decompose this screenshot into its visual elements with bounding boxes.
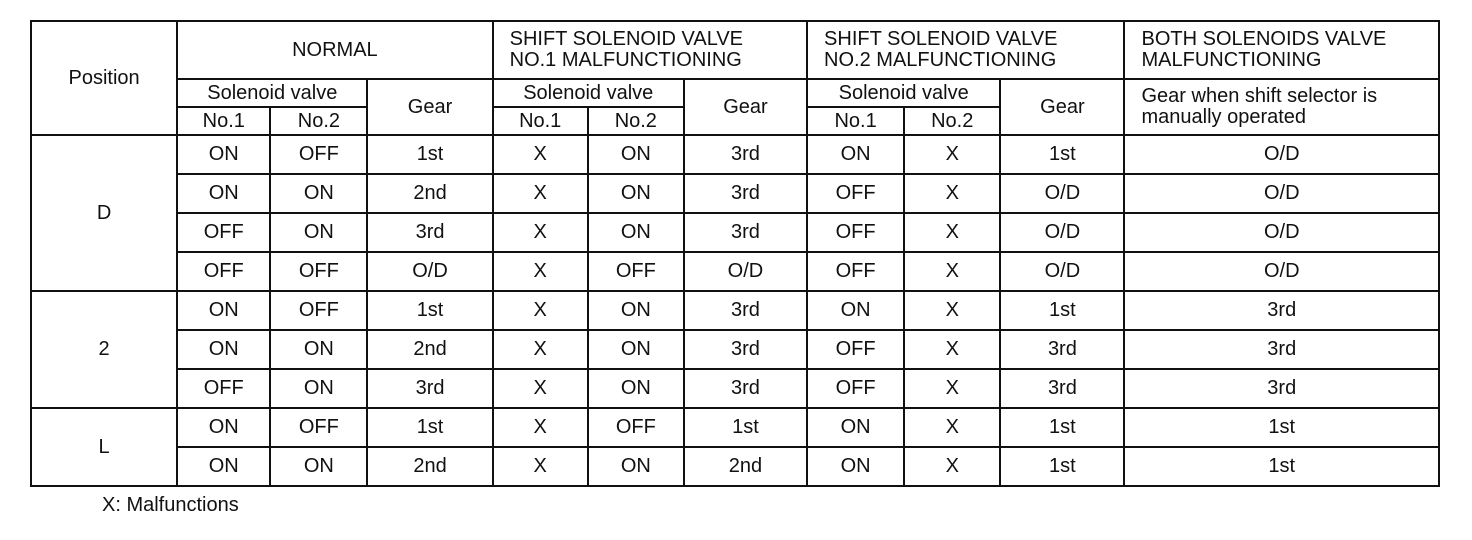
table-cell: ON xyxy=(588,369,684,408)
table-body xyxy=(31,135,1439,486)
table-cell: X xyxy=(904,135,1000,174)
table-cell: O/D xyxy=(1124,135,1439,174)
table-cell: OFF xyxy=(270,135,367,174)
table-cell: 1st xyxy=(1000,291,1124,330)
table-cell: 2nd xyxy=(367,330,492,369)
table-cell: ON xyxy=(177,408,270,447)
table-cell: X xyxy=(904,408,1000,447)
table-row xyxy=(31,291,1439,330)
table-cell: ON xyxy=(588,447,684,486)
table-cell: OFF xyxy=(807,252,904,291)
solenoid-table xyxy=(30,20,1440,487)
table-cell: OFF xyxy=(807,330,904,369)
header-sv2-gear: Gear xyxy=(1000,79,1124,135)
table-cell: ON xyxy=(807,447,904,486)
table-cell: 3rd xyxy=(1000,369,1124,408)
table-cell: ON xyxy=(177,447,270,486)
table-row xyxy=(31,447,1439,486)
table-cell: OFF xyxy=(807,174,904,213)
table-cell: 3rd xyxy=(684,369,807,408)
table-cell: ON xyxy=(177,330,270,369)
table-row xyxy=(31,252,1439,291)
table-cell: X xyxy=(904,447,1000,486)
table-cell: OFF xyxy=(807,213,904,252)
table-cell: 3rd xyxy=(684,291,807,330)
table-cell: X xyxy=(493,447,588,486)
position-cell: D xyxy=(31,135,177,291)
table-cell: OFF xyxy=(177,369,270,408)
header-sv2-malfunction xyxy=(807,21,1124,79)
table-cell: 1st xyxy=(1124,408,1439,447)
table-cell: X xyxy=(493,408,588,447)
table-cell: X xyxy=(904,330,1000,369)
header-both-malfunction xyxy=(1124,21,1439,79)
header-manual-gear xyxy=(1124,79,1439,135)
table-cell: X xyxy=(904,369,1000,408)
table-cell: 3rd xyxy=(367,369,492,408)
header-both-line2: MALFUNCTIONING xyxy=(1141,49,1322,71)
table-row xyxy=(31,135,1439,174)
table-cell: OFF xyxy=(588,252,684,291)
header-sv1-malfunction xyxy=(493,21,807,79)
table-cell: O/D xyxy=(1124,174,1439,213)
table-cell: 1st xyxy=(1000,135,1124,174)
table-cell: 1st xyxy=(367,291,492,330)
header-both-line1: BOTH SOLENOIDS VALVE xyxy=(1141,28,1387,50)
header-sv2-line2: NO.2 MALFUNCTIONING xyxy=(824,49,1057,71)
header-sv1-line2: NO.1 MALFUNCTIONING xyxy=(509,49,742,71)
header-sv1-line1: SHIFT SOLENOID VALVE xyxy=(509,28,744,50)
position-cell: L xyxy=(31,408,177,486)
table-cell: X xyxy=(493,369,588,408)
table-cell: ON xyxy=(588,213,684,252)
table-cell: 3rd xyxy=(1124,291,1439,330)
table-cell: X xyxy=(904,213,1000,252)
table-cell: OFF xyxy=(270,291,367,330)
table-cell: O/D xyxy=(367,252,492,291)
table-cell: X xyxy=(493,330,588,369)
table-cell: O/D xyxy=(684,252,807,291)
header-sv1-gear: Gear xyxy=(684,79,807,135)
header-sv2-solenoid: Solenoid valve xyxy=(807,79,1000,107)
table-cell: 3rd xyxy=(684,135,807,174)
header-sv2-no1: No.1 xyxy=(807,107,904,135)
table-row xyxy=(31,330,1439,369)
table-cell: ON xyxy=(177,291,270,330)
table-cell: O/D xyxy=(1124,252,1439,291)
table-cell: OFF xyxy=(270,408,367,447)
table-row xyxy=(31,369,1439,408)
table-cell: ON xyxy=(807,291,904,330)
table-cell: ON xyxy=(588,174,684,213)
header-manual-line1: Gear when shift selector is xyxy=(1141,85,1378,107)
table-cell: X xyxy=(904,252,1000,291)
table-cell: 1st xyxy=(367,135,492,174)
header-normal-solenoid: Solenoid valve xyxy=(177,79,367,107)
table-cell: OFF xyxy=(177,252,270,291)
table-cell: 2nd xyxy=(367,174,492,213)
header-sv1-no2: No.2 xyxy=(588,107,684,135)
table-cell: X xyxy=(493,174,588,213)
header-sv1-solenoid: Solenoid valve xyxy=(493,79,684,107)
table-cell: 3rd xyxy=(1124,330,1439,369)
table-cell: 2nd xyxy=(367,447,492,486)
table-cell: ON xyxy=(807,135,904,174)
table-cell: O/D xyxy=(1000,213,1124,252)
header-normal-gear: Gear xyxy=(367,79,492,135)
table-cell: 3rd xyxy=(1124,369,1439,408)
table-cell: OFF xyxy=(588,408,684,447)
table-cell: 1st xyxy=(684,408,807,447)
table-cell: X xyxy=(904,174,1000,213)
header-manual-line2: manually operated xyxy=(1141,106,1307,128)
table-cell: ON xyxy=(807,408,904,447)
table-cell: X xyxy=(493,252,588,291)
table-cell: X xyxy=(904,291,1000,330)
table-row xyxy=(31,408,1439,447)
table-cell: 3rd xyxy=(1000,330,1124,369)
table-cell: ON xyxy=(588,330,684,369)
table-row xyxy=(31,213,1439,252)
table-cell: X xyxy=(493,213,588,252)
header-normal-no1: No.1 xyxy=(177,107,270,135)
table-cell: OFF xyxy=(177,213,270,252)
header-normal-no2: No.2 xyxy=(270,107,367,135)
table-cell: ON xyxy=(588,291,684,330)
table-cell: OFF xyxy=(807,369,904,408)
table-cell: 3rd xyxy=(684,330,807,369)
table-cell: 1st xyxy=(367,408,492,447)
table-cell: ON xyxy=(177,135,270,174)
header-sv2-line1: SHIFT SOLENOID VALVE xyxy=(824,28,1058,50)
table-cell: X xyxy=(493,135,588,174)
table-cell: 2nd xyxy=(684,447,807,486)
table-cell: 3rd xyxy=(684,174,807,213)
table-row xyxy=(31,174,1439,213)
table-cell: 3rd xyxy=(684,213,807,252)
table-cell: ON xyxy=(177,174,270,213)
footnote: X: Malfunctions xyxy=(102,494,239,516)
table-cell: OFF xyxy=(270,252,367,291)
table-cell: X xyxy=(493,291,588,330)
table-cell: ON xyxy=(270,369,367,408)
header-normal: NORMAL xyxy=(177,21,492,79)
table-cell: ON xyxy=(270,330,367,369)
table-cell: 1st xyxy=(1124,447,1439,486)
header-position: Position xyxy=(31,21,177,135)
table-cell: 3rd xyxy=(367,213,492,252)
table-cell: 1st xyxy=(1000,408,1124,447)
table-cell: ON xyxy=(270,213,367,252)
table-cell: ON xyxy=(270,447,367,486)
table-cell: ON xyxy=(270,174,367,213)
table-cell: O/D xyxy=(1124,213,1439,252)
header-sv2-no2: No.2 xyxy=(904,107,1000,135)
position-cell: 2 xyxy=(31,291,177,408)
table-cell: O/D xyxy=(1000,252,1124,291)
header-sv1-no1: No.1 xyxy=(493,107,588,135)
table-cell: ON xyxy=(588,135,684,174)
table-cell: O/D xyxy=(1000,174,1124,213)
table-cell: 1st xyxy=(1000,447,1124,486)
